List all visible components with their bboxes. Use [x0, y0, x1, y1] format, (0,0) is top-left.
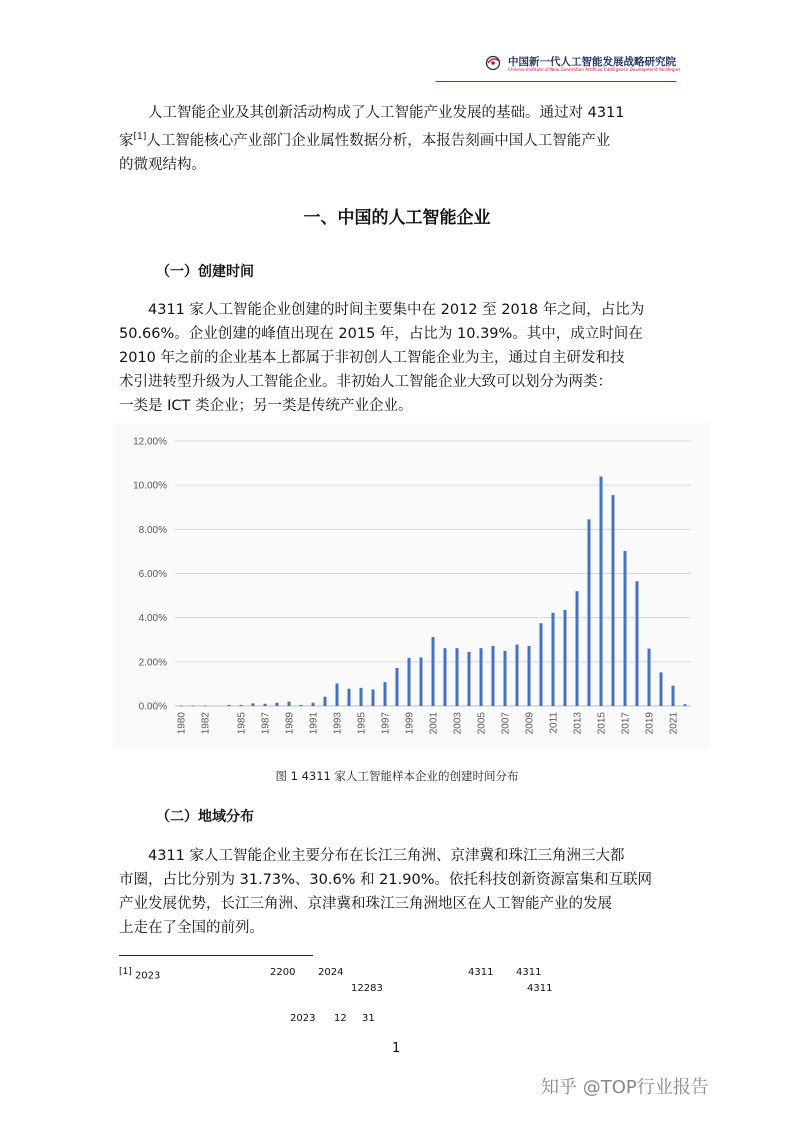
- paragraph-line: 术引进转型升级为人工智能企业。非初始人工智能企业大致可以划分为两类：: [119, 374, 612, 390]
- footnote-text: 4311: [527, 983, 553, 994]
- x-tick-label: 1989: [284, 712, 296, 735]
- paragraph-line: 2010 年之前的企业基本上都属于非初创人工智能企业为主，通过自主研发和技: [119, 350, 625, 366]
- footnote-text: 2023: [290, 1013, 316, 1024]
- watermark: 知乎 @TOP行业报告: [541, 1077, 709, 1098]
- bar: [672, 686, 675, 706]
- x-tick-label: 2013: [572, 712, 584, 735]
- footnote-text: [1] 2023: [119, 967, 161, 982]
- y-tick-label: 8.00%: [138, 524, 167, 536]
- x-tick-label: 2005: [476, 712, 488, 735]
- y-tick-label: 4.00%: [138, 613, 167, 625]
- bar: [240, 705, 243, 706]
- footnote-mark: [1]: [119, 967, 132, 977]
- bar: [576, 591, 579, 706]
- footnote-text: 12: [334, 1013, 347, 1024]
- bar: [660, 672, 663, 706]
- bar: [336, 683, 339, 706]
- footnote-text: 31: [362, 1013, 375, 1024]
- bar: [432, 637, 435, 706]
- bar: [540, 623, 543, 706]
- intro-line: 家[1]人工智能核心产业部门企业属性数据分析，本报告刻画中国人工智能产业: [119, 132, 611, 149]
- intro-line: 的微观结构。: [119, 156, 206, 173]
- page-number: 1: [392, 1041, 401, 1056]
- founding-year-chart: [113, 423, 710, 750]
- paragraph-line: 4311 家人工智能企业主要分布在长江三角洲、京津冀和珠江三角洲三大都: [148, 848, 625, 864]
- bar: [552, 613, 555, 706]
- x-tick-label: 2021: [668, 712, 680, 735]
- footnote-text: 4311: [468, 967, 494, 978]
- bar: [492, 646, 495, 706]
- footnote-text: 4311: [516, 967, 542, 978]
- bar: [444, 648, 447, 706]
- bar: [564, 610, 567, 706]
- footnote-ref[interactable]: [1]: [133, 132, 147, 142]
- paragraph-line: 一类是 ICT 类企业；另一类是传统产业企业。: [119, 398, 413, 414]
- page-header: [436, 52, 681, 82]
- bar: [408, 658, 411, 706]
- bar: [468, 652, 471, 706]
- institute-name: 中国新一代人工智能发展战略研究院: [508, 56, 676, 68]
- x-tick-label: 2003: [452, 712, 464, 735]
- y-tick-label: 12.00%: [133, 436, 167, 448]
- footnote-rule: [119, 955, 313, 956]
- x-tick-label: 2017: [620, 712, 632, 735]
- paragraph-line: 上走在了全国的前列。: [119, 920, 264, 936]
- intro-paragraph: [119, 101, 679, 177]
- bar: [588, 519, 591, 706]
- y-tick-label: 0.00%: [138, 701, 167, 713]
- x-tick-label: 1995: [356, 712, 368, 735]
- x-tick-label: 1997: [380, 712, 392, 735]
- bar: [252, 703, 255, 706]
- x-tick-label: 1991: [308, 712, 320, 735]
- bar: [300, 705, 303, 706]
- figure-caption: 图 1 4311 家人工智能样本企业的创建时间分布: [275, 769, 519, 783]
- x-tick-label: 1982: [200, 712, 212, 735]
- bar: [384, 682, 387, 706]
- bar-chart: [113, 423, 710, 750]
- bar: [180, 706, 183, 707]
- x-tick-label: 2007: [500, 712, 512, 735]
- x-tick-label: 2001: [428, 712, 440, 735]
- x-tick-label: 2015: [596, 712, 608, 735]
- bar: [528, 646, 531, 706]
- bar: [420, 657, 423, 706]
- paragraph-line: 产业发展优势，长江三角洲、京津冀和珠江三角洲地区在人工智能产业的发展: [119, 896, 612, 912]
- bar: [372, 689, 375, 706]
- footnote-text: 2024: [318, 967, 344, 978]
- bar: [648, 649, 651, 706]
- bar: [600, 477, 603, 706]
- subsection-title-founding: （一）创建时间: [156, 264, 254, 280]
- bar: [480, 648, 483, 706]
- bar: [504, 651, 507, 706]
- bar: [192, 706, 195, 707]
- x-tick-label: 1987: [260, 712, 272, 735]
- bar: [264, 704, 267, 706]
- bar: [612, 495, 615, 706]
- bar: [684, 704, 687, 706]
- subsection-title-region: （二）地域分布: [156, 809, 254, 825]
- x-tick-label: 1980: [176, 712, 188, 735]
- x-tick-label: 1999: [404, 712, 416, 735]
- bar: [312, 703, 315, 706]
- section-title: 一、中国的人工智能企业: [303, 208, 491, 228]
- header-rule: [436, 81, 676, 82]
- bar: [204, 706, 207, 707]
- footnote-text: 2200: [270, 967, 296, 978]
- bar: [636, 581, 639, 706]
- bar: [624, 551, 627, 706]
- y-tick-label: 10.00%: [133, 480, 167, 492]
- founding-paragraph: [119, 298, 679, 418]
- y-tick-label: 2.00%: [138, 657, 167, 669]
- x-tick-label: 2009: [524, 712, 536, 735]
- bar: [456, 648, 459, 706]
- institute-logo-icon: [480, 54, 506, 76]
- x-tick-label: 2019: [644, 712, 656, 735]
- bar: [360, 688, 363, 706]
- bar: [324, 697, 327, 706]
- institute-name-en: Chinese Institute of New Generation Artificial Intelligence Development Strategies: [508, 67, 681, 72]
- x-tick-label: 2011: [548, 712, 560, 734]
- bar: [348, 689, 351, 706]
- bar: [288, 702, 291, 706]
- footnote-text: 12283: [351, 983, 383, 994]
- bar: [396, 668, 399, 706]
- x-tick-label: 1993: [332, 712, 344, 735]
- paragraph-line: 4311 家人工智能企业创建的时间主要集中在 2012 至 2018 年之间，占比为: [148, 302, 645, 318]
- bar: [276, 703, 279, 706]
- region-paragraph: [119, 844, 679, 940]
- bar: [516, 645, 519, 706]
- paragraph-line: 50.66%。企业创建的峰值出现在 2015 年，占比为 10.39%。其中，成立时间在: [119, 326, 643, 342]
- intro-line: 人工智能企业及其创新活动构成了人工智能产业发展的基础。通过对 4311: [148, 105, 625, 121]
- y-tick-label: 6.00%: [138, 569, 167, 580]
- paragraph-line: 市圈，占比分别为 31.73%、30.6% 和 21.90%。依托科技创新资源富集和互联网: [119, 872, 652, 888]
- x-tick-label: 1985: [236, 712, 248, 735]
- bar: [228, 705, 231, 706]
